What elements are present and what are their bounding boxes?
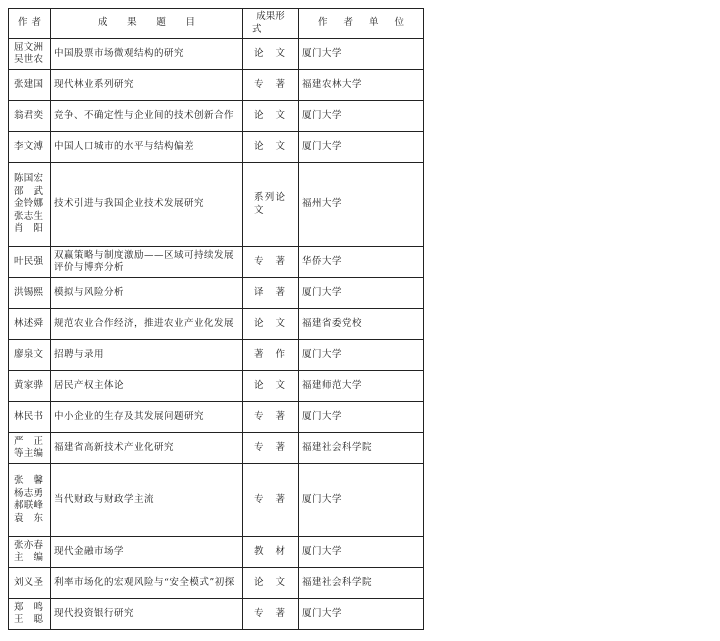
unit-cell: 厦门大学 (299, 402, 424, 433)
title-cell: 现代投资银行研究 (51, 599, 243, 630)
header-unit: 作者单位 (299, 9, 424, 39)
form-cell (243, 163, 299, 247)
form-text: 著作 (254, 348, 285, 360)
form-cell (243, 39, 299, 70)
table-row (9, 537, 424, 568)
form-text: 专著 (254, 493, 285, 505)
title-cell: 中小企业的生存及其发展问题研究 (51, 402, 243, 433)
form-text: 系列论文 (254, 192, 285, 216)
author-cell (9, 599, 51, 630)
header-title: 成果题目 (51, 9, 243, 39)
author-name: 邵 武 (14, 185, 43, 197)
author-name: 林述舜 (14, 317, 43, 329)
author-name: 等主编 (14, 448, 43, 459)
author-name: 张 馨 (14, 475, 43, 486)
author-name: 肖 阳 (14, 223, 43, 235)
author-name: 黄家骅 (14, 379, 43, 391)
unit-cell: 福建省委党校 (299, 309, 424, 340)
title-cell: 中国股票市场微观结构的研究 (51, 39, 243, 70)
title-cell: 招聘与录用 (51, 340, 243, 371)
table-row (9, 278, 424, 309)
table-row (9, 101, 424, 132)
author-cell (9, 568, 51, 599)
unit-cell: 厦门大学 (299, 537, 424, 568)
author-cell (9, 247, 51, 278)
author-name: 王 聪 (14, 614, 43, 625)
form-cell (243, 278, 299, 309)
author-cell (9, 132, 51, 163)
form-cell (243, 433, 299, 464)
author-name: 廖泉文 (14, 348, 43, 360)
title-cell: 现代林业系列研究 (51, 70, 243, 101)
header-form: 成果形式 (243, 9, 299, 39)
author-name: 吴世农 (14, 54, 43, 65)
author-name: 郝联峰 (14, 500, 43, 511)
form-text: 译著 (254, 286, 285, 298)
author-cell (9, 402, 51, 433)
table-row (9, 371, 424, 402)
form-text: 论文 (254, 109, 285, 121)
form-text: 论文 (254, 140, 285, 152)
form-cell (243, 464, 299, 537)
title-cell: 利率市场化的宏观风险与“安全模式”初探 (51, 568, 243, 599)
author-cell (9, 340, 51, 371)
author-name: 屈文洲 (14, 41, 43, 53)
form-cell (243, 309, 299, 340)
author-cell (9, 537, 51, 568)
author-name: 郑 鸣 (14, 601, 43, 613)
author-name: 李文溥 (14, 140, 43, 152)
form-cell (243, 402, 299, 433)
table-row (9, 402, 424, 433)
table-row (9, 39, 424, 70)
unit-cell: 福建农林大学 (299, 70, 424, 101)
table-row (9, 132, 424, 163)
form-cell (243, 340, 299, 371)
author-cell (9, 371, 51, 402)
form-cell (243, 599, 299, 630)
author-name: 袁 东 (14, 512, 43, 524)
form-text: 论文 (254, 576, 285, 588)
form-text: 专著 (254, 410, 285, 422)
table-body (9, 39, 424, 630)
form-text: 专著 (254, 441, 285, 453)
form-cell (243, 247, 299, 278)
form-text: 专著 (254, 78, 285, 90)
table-row (9, 309, 424, 340)
title-cell: 福建省高新技术产业化研究 (51, 433, 243, 464)
table-row (9, 599, 424, 630)
author-name: 张志生 (14, 210, 43, 222)
author-name: 叶民强 (14, 255, 43, 267)
title-cell: 现代金融市场学 (51, 537, 243, 568)
author-cell (9, 309, 51, 340)
author-cell (9, 163, 51, 247)
table-row (9, 247, 424, 278)
unit-cell: 厦门大学 (299, 340, 424, 371)
table-row (9, 464, 424, 537)
form-cell (243, 132, 299, 163)
form-text: 论文 (254, 317, 285, 329)
title-cell: 双赢策略与制度激励——区域可持续发展评价与博弈分析 (51, 247, 243, 278)
unit-cell: 福州大学 (299, 163, 424, 247)
author-name: 刘义圣 (14, 576, 43, 588)
title-cell: 模拟与风险分析 (51, 278, 243, 309)
author-cell (9, 464, 51, 537)
table-row (9, 433, 424, 464)
author-name: 金铃娜 (14, 198, 43, 210)
form-cell (243, 537, 299, 568)
form-cell (243, 371, 299, 402)
header-row (9, 9, 424, 39)
unit-cell: 厦门大学 (299, 278, 424, 309)
title-cell: 规范农业合作经济，推进农业产业化发展 (51, 309, 243, 340)
awards-table (8, 8, 424, 630)
title-cell: 居民产权主体论 (51, 371, 243, 402)
table-row (9, 163, 424, 247)
author-cell (9, 101, 51, 132)
unit-cell: 厦门大学 (299, 39, 424, 70)
form-text: 专著 (254, 607, 285, 619)
form-text: 论文 (254, 47, 285, 59)
table-row (9, 340, 424, 371)
unit-cell: 厦门大学 (299, 132, 424, 163)
unit-cell: 厦门大学 (299, 599, 424, 630)
unit-cell: 福建师范大学 (299, 371, 424, 402)
unit-cell: 厦门大学 (299, 464, 424, 537)
author-cell (9, 39, 51, 70)
author-name: 陈国宏 (14, 173, 43, 185)
author-name: 主 编 (14, 552, 43, 563)
form-cell (243, 568, 299, 599)
table-row (9, 70, 424, 101)
author-name: 洪锡熙 (14, 286, 43, 298)
author-cell (9, 433, 51, 464)
unit-cell: 华侨大学 (299, 247, 424, 278)
author-name: 杨志勇 (14, 487, 43, 499)
author-name: 翁君奕 (14, 109, 43, 121)
title-cell: 竞争、不确定性与企业间的技术创新合作 (51, 101, 243, 132)
author-name: 严 正 (14, 435, 43, 447)
author-name: 张建国 (14, 78, 43, 90)
title-cell: 技术引进与我国企业技术发展研究 (51, 163, 243, 247)
author-name: 林民书 (14, 410, 43, 422)
form-text: 论文 (254, 379, 285, 391)
form-text: 教材 (254, 545, 285, 557)
table-row (9, 568, 424, 599)
header-author: 作者 (9, 9, 51, 39)
form-cell (243, 70, 299, 101)
title-cell: 当代财政与财政学主流 (51, 464, 243, 537)
form-text: 专著 (254, 255, 285, 267)
unit-cell: 福建社会科学院 (299, 568, 424, 599)
form-cell (243, 101, 299, 132)
author-cell (9, 70, 51, 101)
author-cell (9, 278, 51, 309)
unit-cell: 厦门大学 (299, 101, 424, 132)
author-name: 张亦春 (14, 539, 43, 551)
title-cell: 中国人口城市的水平与结构偏差 (51, 132, 243, 163)
unit-cell: 福建社会科学院 (299, 433, 424, 464)
